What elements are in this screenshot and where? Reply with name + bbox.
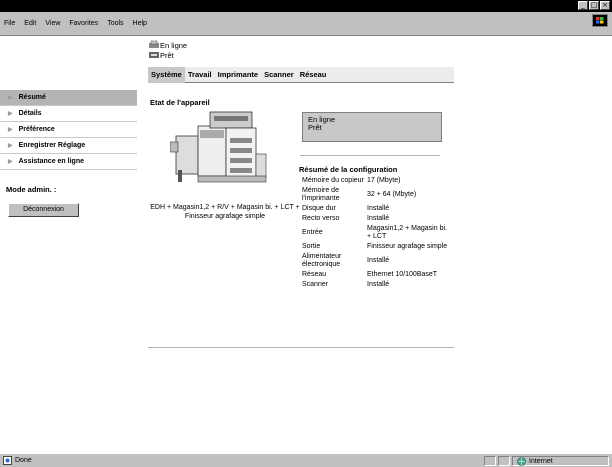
tab-bar [148, 67, 454, 83]
window-controls [578, 1, 610, 10]
sidebar-item-enregistrer-reglage[interactable] [0, 138, 137, 154]
divider [300, 155, 440, 156]
window-title-bar [0, 0, 612, 12]
tab-imprimante[interactable]: Imprimante [217, 69, 259, 79]
admin-mode-label: Mode admin. : [6, 185, 57, 194]
config-key: Alimentateur électronique [302, 253, 342, 268]
table-row [302, 242, 452, 252]
menu-view[interactable]: View [45, 20, 61, 27]
sidebar-item-label: Préférence [18, 126, 55, 133]
printer-illustration [170, 108, 270, 190]
menu-help[interactable]: Help [132, 20, 147, 27]
config-value: Installé [367, 257, 390, 264]
arrow-right-icon: ▶ [8, 127, 13, 133]
config-value: 17 (Mbyte) [367, 177, 401, 184]
config-table [302, 176, 452, 290]
table-row [302, 224, 452, 242]
table-row [302, 270, 452, 280]
close-button[interactable]: × [600, 1, 610, 10]
printer-ready-icon [148, 50, 160, 60]
arrow-right-icon: ▶ [8, 143, 13, 149]
sidebar-item-assistance[interactable] [0, 154, 137, 170]
device-description: EDH + Magasin1,2 + R/V + Magasin bi. + LCT + Finisseur agrafage simple [150, 204, 300, 220]
status-box-line1: En ligne [308, 115, 336, 124]
status-segment [484, 456, 496, 466]
sidebar-nav [0, 90, 137, 170]
config-value: Finisseur agrafage simple [367, 243, 448, 250]
config-key: Scanner [302, 281, 329, 288]
menu-edit[interactable]: Edit [24, 20, 37, 27]
sidebar-item-label: Enregistrer Réglage [18, 142, 86, 149]
config-title: Résumé de la configuration [299, 165, 398, 174]
status-done-text: Done [15, 457, 32, 464]
config-value: 32 + 64 (Mbyte) [367, 191, 417, 198]
config-key: Disque dur [302, 205, 336, 212]
config-value: Magasin1,2 + Magasin bi. + LCT [367, 225, 447, 240]
device-status-header [148, 40, 187, 60]
zone-text: Internet [529, 457, 553, 465]
status-ready-text: Prêt [160, 50, 174, 60]
config-key: Réseau [302, 271, 327, 278]
arrow-right-icon: ▶ [8, 95, 13, 101]
table-row [302, 280, 452, 290]
sidebar-item-resume[interactable] [0, 90, 137, 106]
maximize-button[interactable]: □ [590, 1, 598, 9]
status-segment [498, 456, 510, 466]
browser-logo-icon [592, 14, 608, 27]
table-row [302, 252, 452, 270]
status-online-text: En ligne [160, 40, 188, 50]
tab-systeme[interactable]: Système [148, 67, 185, 83]
menu-bar [0, 12, 612, 36]
status-done [3, 456, 32, 465]
menu-tools[interactable]: Tools [107, 20, 124, 27]
sidebar-item-label: Assistance en ligne [18, 158, 84, 165]
menu-file[interactable]: File [4, 20, 16, 27]
sidebar-item-details[interactable] [0, 106, 137, 122]
config-value: Ethernet 10/100BaseT [367, 271, 438, 278]
page-done-icon [3, 456, 12, 465]
config-key: Sortie [302, 243, 321, 250]
config-key: Mémoire du copieur [302, 177, 364, 184]
sidebar-item-label: Résumé [18, 94, 46, 101]
config-key: Mémoire de l'imprimante [302, 187, 340, 202]
table-row [302, 204, 452, 214]
tab-travail[interactable]: Travail [187, 69, 212, 79]
sidebar-item-label: Détails [18, 110, 42, 117]
config-key: Recto verso [302, 215, 340, 222]
tab-scanner[interactable]: Scanner [264, 69, 294, 79]
table-row [302, 186, 452, 204]
menu-favorites[interactable]: Favorites [69, 20, 99, 27]
config-value: Installé [367, 281, 390, 288]
divider [148, 347, 454, 348]
status-box-line2: Prêt [308, 123, 322, 132]
config-value: Installé [367, 215, 390, 222]
arrow-right-icon: ▶ [8, 111, 13, 117]
windows-logo-icon [593, 15, 607, 26]
config-value: Installé [367, 205, 390, 212]
table-row [302, 176, 452, 186]
security-zone [512, 456, 609, 466]
config-key: Entrée [302, 229, 323, 236]
logout-button[interactable]: Déconnexion [8, 203, 79, 217]
section-title: Etat de l'appareil [150, 98, 210, 107]
minimize-button[interactable]: _ [578, 1, 588, 10]
browser-status-bar [0, 453, 612, 467]
table-row [302, 214, 452, 224]
tab-reseau[interactable]: Réseau [299, 69, 327, 79]
globe-icon [517, 457, 526, 466]
device-status-box [302, 112, 442, 142]
arrow-right-icon: ▶ [8, 159, 13, 165]
printer-status-icon [148, 40, 160, 50]
sidebar-item-preference[interactable] [0, 122, 137, 138]
